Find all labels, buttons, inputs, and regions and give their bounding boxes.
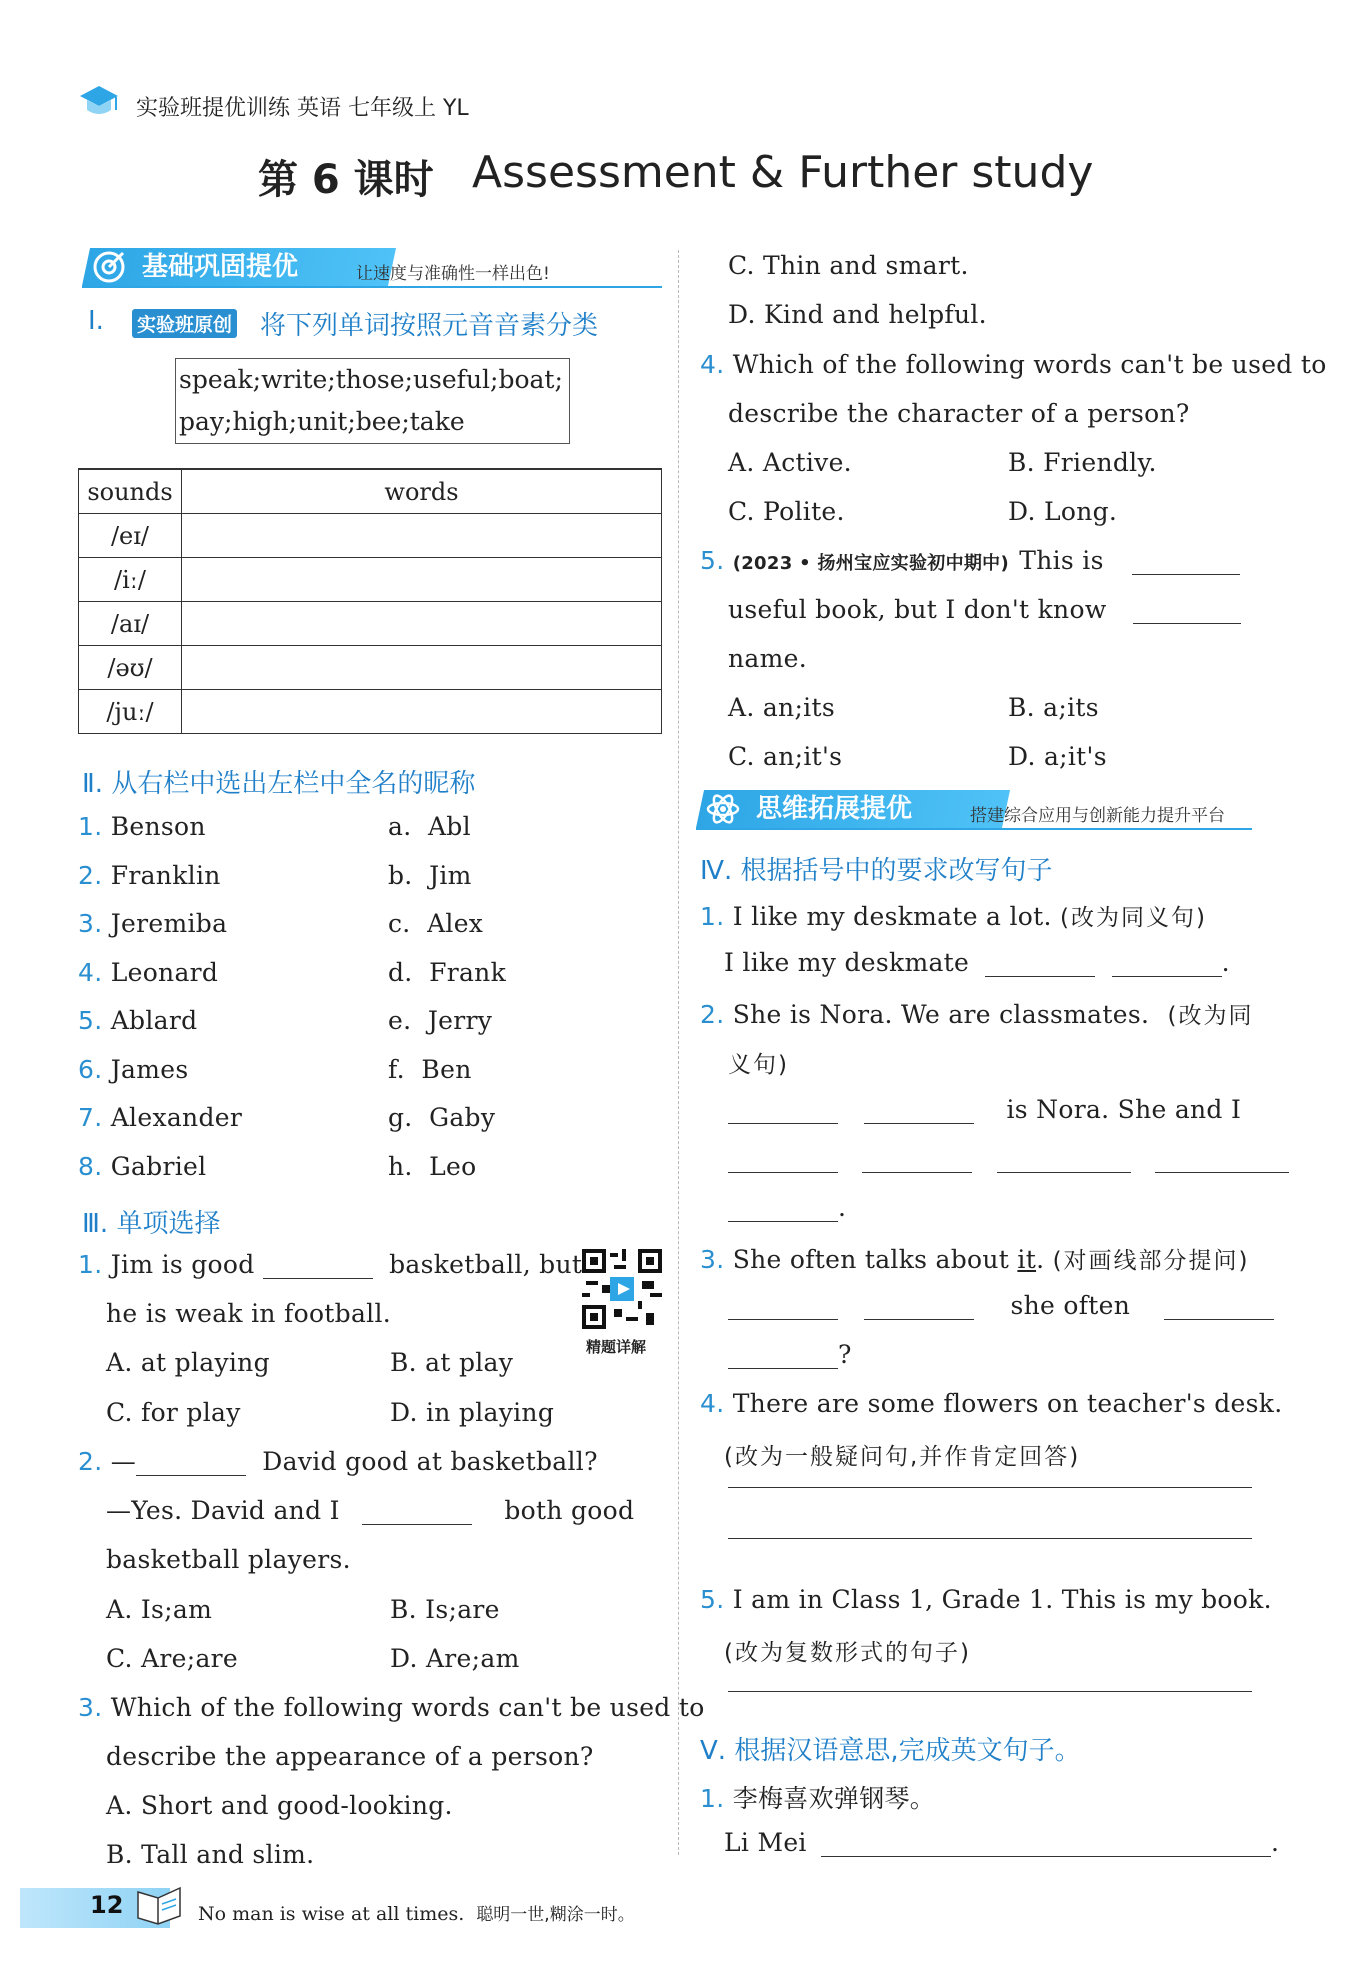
graduation-cap-icon bbox=[78, 84, 120, 122]
part1-instruction: 将下列单词按照元音音素分类 bbox=[260, 311, 599, 341]
lesson-title-en: Assessment & Further study bbox=[472, 147, 1094, 198]
part4-heading: Ⅳ. 根据括号中的要求改写句子 bbox=[700, 856, 1053, 886]
question-line: (改为复数形式的句子) bbox=[724, 1640, 971, 1666]
page-number: 12 bbox=[90, 1891, 124, 1919]
sound-cell: /juː/ bbox=[79, 690, 182, 734]
banner-underline bbox=[696, 828, 1252, 830]
answer-blank[interactable] bbox=[1164, 1295, 1274, 1320]
sound-cell: /eɪ/ bbox=[79, 514, 182, 558]
option-c[interactable]: C. an;it's bbox=[728, 742, 843, 771]
sound-cell: /əʊ/ bbox=[79, 646, 182, 690]
answer-blank[interactable] bbox=[862, 1148, 972, 1173]
answer-blank[interactable] bbox=[728, 1099, 838, 1124]
section-banner-basic: 基础巩固提优 bbox=[82, 248, 396, 286]
question-line: Li Mei . bbox=[724, 1828, 1280, 1857]
question-line: describe the appearance of a person? bbox=[106, 1742, 594, 1771]
question-line: (改为一般疑问句,并作肯定回答) bbox=[724, 1444, 1081, 1470]
sounds-table bbox=[78, 468, 662, 734]
option-a[interactable]: A. an;its bbox=[728, 693, 835, 722]
qr-code[interactable] bbox=[582, 1249, 662, 1333]
table-header-words: words bbox=[182, 469, 662, 514]
question: 5. (2023 • 扬州宝应实验初中期中) This is bbox=[700, 546, 1240, 575]
list-item: b. Jim bbox=[388, 860, 472, 890]
answer-blank[interactable] bbox=[997, 1148, 1131, 1173]
option-a[interactable]: A. Is;am bbox=[106, 1595, 213, 1624]
table-row bbox=[79, 602, 662, 646]
table-header-row bbox=[79, 469, 662, 514]
words-answer-cell[interactable] bbox=[182, 690, 662, 734]
question-line: describe the character of a person? bbox=[728, 399, 1190, 428]
answer-blank[interactable] bbox=[136, 1451, 246, 1476]
part1-numeral: Ⅰ. bbox=[88, 306, 104, 336]
answer-line[interactable] bbox=[728, 1691, 1252, 1692]
question: 5. I am in Class 1, Grade 1. This is my book. bbox=[700, 1585, 1272, 1614]
answer-line[interactable] bbox=[728, 1487, 1252, 1488]
part3-heading: Ⅲ. 单项选择 bbox=[82, 1209, 221, 1239]
underlined-word: it bbox=[1017, 1245, 1037, 1274]
option-c[interactable]: C. Thin and smart. bbox=[728, 251, 969, 280]
answer-blank[interactable] bbox=[728, 1197, 838, 1222]
list-item: c. Alex bbox=[388, 909, 484, 938]
words-answer-cell[interactable] bbox=[182, 646, 662, 690]
option-b[interactable]: B. Tall and slim. bbox=[106, 1840, 315, 1869]
words-answer-cell[interactable] bbox=[182, 558, 662, 602]
question-line: . bbox=[728, 1193, 846, 1222]
question: 1. I like my deskmate a lot. (改为同义句) bbox=[700, 902, 1207, 931]
question-line: ? bbox=[728, 1340, 852, 1369]
list-item: 5. Ablard bbox=[78, 1006, 198, 1035]
list-item: 2. Franklin bbox=[78, 860, 221, 890]
option-d[interactable]: D. Kind and helpful. bbox=[728, 300, 987, 329]
table-row bbox=[79, 646, 662, 690]
option-a[interactable]: A. Active. bbox=[728, 448, 852, 477]
answer-blank[interactable] bbox=[821, 1832, 1271, 1857]
question: 4. There are some flowers on teacher's desk. bbox=[700, 1389, 1283, 1418]
question-line: she often bbox=[728, 1291, 1274, 1320]
answer-blank[interactable] bbox=[728, 1295, 838, 1320]
list-item: 3. Jeremiba bbox=[78, 909, 228, 938]
list-item: 8. Gabriel bbox=[78, 1151, 207, 1181]
answer-blank[interactable] bbox=[864, 1295, 974, 1320]
question: 4. Which of the following words can't be used to bbox=[700, 350, 1327, 379]
option-c[interactable]: C. Polite. bbox=[728, 497, 845, 526]
question-line bbox=[728, 1144, 1289, 1173]
sound-cell: /iː/ bbox=[79, 558, 182, 602]
option-d[interactable]: D. Long. bbox=[1008, 497, 1118, 526]
option-b[interactable]: B. a;its bbox=[1008, 693, 1099, 722]
list-item: 7. Alexander bbox=[78, 1103, 243, 1132]
question-line: 义句) bbox=[728, 1052, 789, 1078]
question-line: —Yes. David and I both good bbox=[106, 1496, 635, 1525]
option-d[interactable]: D. a;it's bbox=[1008, 742, 1107, 771]
list-item: d. Frank bbox=[388, 957, 507, 987]
answer-blank[interactable] bbox=[1112, 952, 1222, 977]
section-tagline-extend: 搭建综合应用与创新能力提升平台 bbox=[970, 806, 1225, 826]
section-banner-extend: 思维拓展提优 bbox=[696, 790, 1010, 828]
answer-line[interactable] bbox=[728, 1538, 1252, 1539]
question: 2. She is Nora. We are classmates. (改为同 bbox=[700, 1000, 1254, 1029]
option-b[interactable]: B. Is;are bbox=[390, 1595, 500, 1624]
question: 3. She often talks about it. (对画线部分提问) bbox=[700, 1245, 1250, 1274]
list-item: 1. Benson bbox=[78, 812, 206, 841]
answer-blank[interactable] bbox=[728, 1148, 838, 1173]
question-line: I like my deskmate . bbox=[724, 948, 1230, 977]
answer-blank[interactable] bbox=[1132, 550, 1240, 575]
question: 3. Which of the following words can't be used to bbox=[78, 1693, 705, 1722]
option-a[interactable]: A. Short and good-looking. bbox=[106, 1791, 453, 1820]
footer-quote: No man is wise at all times. 聪明一世,糊涂一时。 bbox=[198, 1903, 635, 1925]
list-item: a. Abl bbox=[388, 812, 471, 841]
answer-blank[interactable] bbox=[985, 952, 1095, 977]
list-item: f. Ben bbox=[388, 1054, 472, 1084]
option-a[interactable]: A. at playing bbox=[106, 1348, 270, 1377]
target-icon bbox=[90, 248, 128, 290]
option-b[interactable]: B. at play bbox=[390, 1348, 514, 1377]
question-line: useful book, but I don't know bbox=[728, 595, 1241, 624]
question-source: (2023 • 扬州宝应实验初中期中) bbox=[732, 553, 1009, 574]
question: 2. — David good at basketball? bbox=[78, 1447, 598, 1476]
question-line: is Nora. She and I bbox=[728, 1095, 1241, 1124]
answer-blank[interactable] bbox=[1133, 599, 1241, 624]
list-item: e. Jerry bbox=[388, 1006, 493, 1035]
table-row bbox=[79, 514, 662, 558]
question: 1. 李梅喜欢弹钢琴。 bbox=[700, 1784, 936, 1813]
question-line: he is weak in football. bbox=[106, 1299, 392, 1328]
answer-blank[interactable] bbox=[864, 1099, 974, 1124]
question: 1. Jim is good basketball, but bbox=[78, 1250, 583, 1279]
answer-blank[interactable] bbox=[263, 1254, 373, 1279]
option-c[interactable]: C. for play bbox=[106, 1398, 241, 1427]
book-icon bbox=[134, 1880, 184, 1930]
part5-heading: Ⅴ. 根据汉语意思,完成英文句子。 bbox=[700, 1736, 1081, 1766]
original-badge: 实验班原创 bbox=[132, 309, 237, 338]
words-answer-cell[interactable] bbox=[182, 602, 662, 646]
table-header-sounds: sounds bbox=[79, 469, 182, 514]
option-d[interactable]: D. in playing bbox=[390, 1398, 555, 1427]
answer-blank[interactable] bbox=[728, 1344, 838, 1369]
table-row bbox=[79, 558, 662, 602]
column-divider bbox=[678, 250, 679, 1855]
option-b[interactable]: B. Friendly. bbox=[1008, 448, 1157, 477]
lesson-title-cn: 第 6 课时 bbox=[258, 157, 434, 203]
answer-blank[interactable] bbox=[362, 1500, 472, 1525]
answer-blank[interactable] bbox=[1155, 1148, 1289, 1173]
word-line: speak;write;those;useful;boat; bbox=[179, 365, 563, 394]
question-line: basketball players. bbox=[106, 1545, 351, 1574]
series-title: 实验班提优训练 英语 七年级上 YL bbox=[136, 96, 469, 121]
word-box bbox=[175, 358, 570, 444]
section-tagline-basic: 让速度与准确性一样出色! bbox=[356, 264, 550, 284]
words-answer-cell[interactable] bbox=[182, 514, 662, 558]
option-c[interactable]: C. Are;are bbox=[106, 1644, 239, 1673]
banner-underline bbox=[82, 286, 662, 288]
list-item: g. Gaby bbox=[388, 1103, 496, 1132]
table-row bbox=[79, 690, 662, 734]
word-line: pay;high;unit;bee;take bbox=[179, 407, 465, 436]
list-item: 4. Leonard bbox=[78, 957, 219, 987]
option-d[interactable]: D. Are;am bbox=[390, 1644, 520, 1673]
list-item: 6. James bbox=[78, 1054, 189, 1084]
atom-icon bbox=[704, 790, 742, 832]
qr-label: 精题详解 bbox=[586, 1338, 647, 1356]
part2-heading: Ⅱ. 从右栏中选出左栏中全名的昵称 bbox=[82, 769, 476, 799]
sound-cell: /aɪ/ bbox=[79, 602, 182, 646]
question-line: name. bbox=[728, 644, 807, 673]
list-item: h. Leo bbox=[388, 1151, 477, 1181]
